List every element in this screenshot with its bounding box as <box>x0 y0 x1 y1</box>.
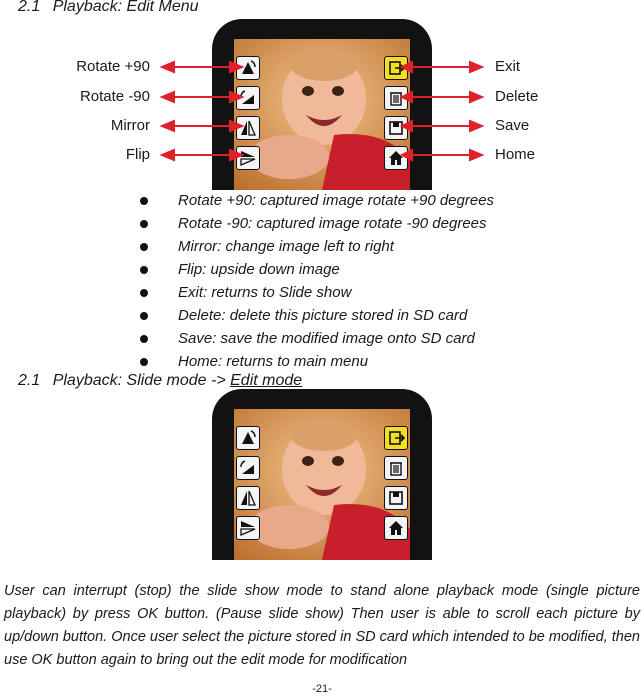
page-number: -21- <box>312 683 332 695</box>
left-icon-column <box>236 426 260 540</box>
exit-icon <box>387 429 405 447</box>
mirror-icon <box>239 489 257 507</box>
list-item: Delete: delete this picture stored in SD card <box>140 304 494 327</box>
list-item: Mirror: change image left to right <box>140 235 494 258</box>
list-item: Flip: upside down image <box>140 258 494 281</box>
section-number: 2.1 <box>18 372 41 389</box>
label-rotate-plus-90: Rotate +90 <box>76 58 150 75</box>
label-delete: Delete <box>495 88 539 105</box>
list-item: Home: returns to main menu <box>140 350 494 373</box>
list-item: Save: save the modified image onto SD card <box>140 327 494 350</box>
mirror-button[interactable] <box>236 486 260 510</box>
feature-bullet-list <box>140 189 494 373</box>
label-mirror: Mirror <box>110 117 150 134</box>
list-item: Rotate +90: captured image rotate +90 degrees <box>140 189 494 212</box>
exit-button[interactable] <box>384 426 408 450</box>
save-icon <box>387 489 405 507</box>
label-home: Home <box>495 146 536 163</box>
right-icon-column <box>384 426 408 540</box>
rotate-minus-90-button[interactable] <box>236 456 260 480</box>
rotate-minus-90-icon <box>239 459 257 477</box>
flip-button[interactable] <box>236 516 260 540</box>
flip-icon <box>239 519 257 537</box>
section-heading-slide-to-edit <box>18 372 302 390</box>
list-item: Exit: returns to Slide show <box>140 281 494 304</box>
home-icon <box>387 519 405 537</box>
label-exit: Exit <box>495 58 521 75</box>
save-button[interactable] <box>384 486 408 510</box>
label-flip: Flip <box>125 146 150 163</box>
section-title: Playback: Slide mode -> <box>52 372 231 389</box>
delete-button[interactable] <box>384 456 408 480</box>
label-save: Save <box>495 117 530 134</box>
device-screen <box>234 409 410 560</box>
section-number: 2.1 <box>18 0 41 15</box>
rotate-plus-90-icon <box>239 429 257 447</box>
body-paragraph: User can interrupt (stop) the slide show mode to stand alone playback mode (single picture playback) by press OK button. (Pause slide show) Then user is able to scroll each picture by up/down button. Once user select the picture stored in SD card which intended to be modified, then use OK button again to bring out the edit mode for modification <box>4 582 640 668</box>
list-item: Rotate -90: captured image rotate -90 degrees <box>140 212 494 235</box>
home-button[interactable] <box>384 516 408 540</box>
delete-icon <box>387 459 405 477</box>
rotate-plus-90-button[interactable] <box>236 426 260 450</box>
device-slide-mode-illustration <box>212 389 432 560</box>
section-title: Playback: Edit Menu <box>52 0 199 15</box>
section-title-underlined: Edit mode <box>230 372 303 389</box>
label-rotate-minus-90: Rotate -90 <box>79 88 150 105</box>
